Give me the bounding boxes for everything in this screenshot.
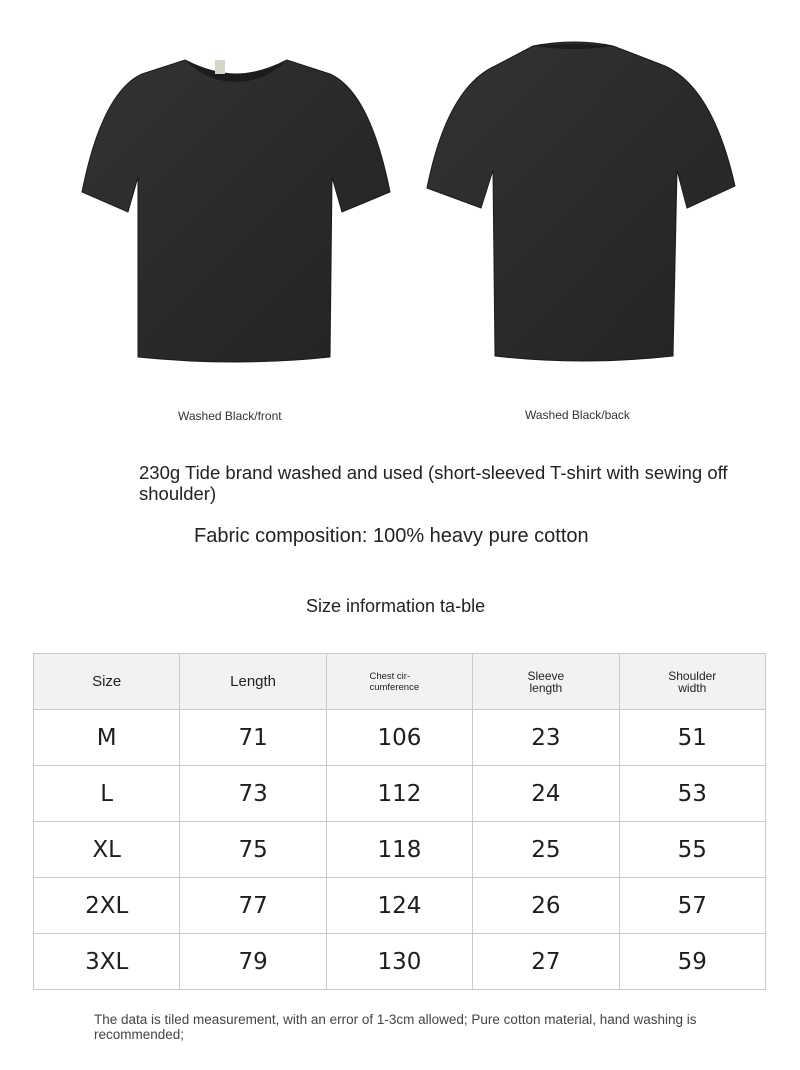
cell-sleeve: 27	[473, 934, 619, 990]
cell-shoulder: 59	[619, 934, 765, 990]
cell-size: 2XL	[34, 878, 180, 934]
cell-chest: 124	[326, 878, 472, 934]
col-header-length: Length	[180, 654, 326, 710]
col-header-shoulder	[619, 654, 765, 710]
measurement-note: The data is tiled measurement, with an error of 1-3cm allowed; Pure cotton material, hand washing is recommended;	[94, 1012, 697, 1042]
cell-size: 3XL	[34, 934, 180, 990]
col-header-shoulder-label: Shoulder width	[668, 668, 717, 695]
col-header-sleeve-label: Sleeve length	[527, 668, 565, 695]
cell-length: 79	[180, 934, 326, 990]
cell-sleeve: 24	[473, 766, 619, 822]
product-title: 230g Tide brand washed and used (short-sleeved T-shirt with sewing off shoulder)	[139, 462, 728, 504]
col-header-sleeve	[473, 654, 619, 710]
cell-shoulder: 55	[619, 822, 765, 878]
cell-length: 71	[180, 710, 326, 766]
cell-length: 77	[180, 878, 326, 934]
col-header-chest	[326, 654, 472, 710]
col-header-size: Size	[34, 654, 180, 710]
cell-length: 75	[180, 822, 326, 878]
table-row	[34, 822, 766, 878]
size-table-header-row	[34, 654, 766, 710]
cell-chest: 112	[326, 766, 472, 822]
cell-size: M	[34, 710, 180, 766]
front-caption: Washed Black/front	[178, 409, 282, 423]
cell-shoulder: 51	[619, 710, 765, 766]
cell-shoulder: 53	[619, 766, 765, 822]
fabric-composition: Fabric composition: 100% heavy pure cotton	[194, 525, 589, 547]
cell-chest: 118	[326, 822, 472, 878]
cell-chest: 106	[326, 710, 472, 766]
table-row	[34, 934, 766, 990]
size-table-heading: Size information ta-ble	[306, 596, 486, 616]
table-row	[34, 766, 766, 822]
tshirt-front-image	[80, 52, 392, 367]
cell-sleeve: 23	[473, 710, 619, 766]
cell-shoulder: 57	[619, 878, 765, 934]
tshirt-back-image	[425, 38, 737, 366]
cell-chest: 130	[326, 934, 472, 990]
back-caption: Washed Black/back	[525, 408, 630, 422]
table-row	[34, 878, 766, 934]
size-table	[33, 653, 766, 990]
cell-size: L	[34, 766, 180, 822]
cell-sleeve: 25	[473, 822, 619, 878]
table-row	[34, 710, 766, 766]
cell-length: 73	[180, 766, 326, 822]
col-header-chest-label: Chest cir-cumference	[369, 670, 420, 693]
cell-size: XL	[34, 822, 180, 878]
cell-sleeve: 26	[473, 878, 619, 934]
